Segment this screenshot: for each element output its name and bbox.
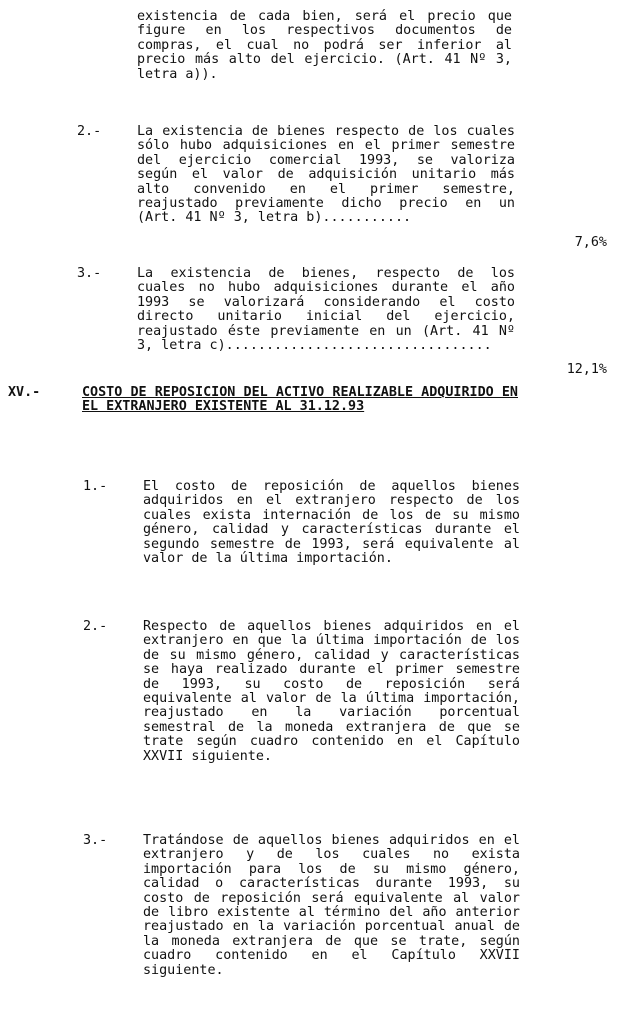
item-paragraph: Respecto de aquellos bienes adquiridos en el extranjero en que la última importación de los de su mismo género, calidad y características se haya realizado durante el primer semestre de 1993, su costo de reposición será equivalente al valor de la última importación, reajustado en la variación porcentual semestral de la moneda extranjera de que se trate según cuadro contenido en el Capítulo XXVII siguiente. (143, 619, 520, 764)
section-number: XV.- (8, 385, 41, 400)
percentage-value: 12,1% (566, 362, 607, 377)
item-paragraph: La existencia de bienes respecto de los cuales sólo hubo adquisiciones en el primer semestre del ejercicio comercial 1993, se valoriza según el valor de adquisición unitario más alto convenido en el primer semestre, reajustado previamente dicho precio en un (Art. 41 Nº 3, letra b)........... (137, 124, 515, 226)
section-title: COSTO DE REPOSICION DEL ACTIVO REALIZABLE ADQUIRIDO EN EL EXTRANJERO EXISTENTE AL 31.12.93 (82, 385, 518, 415)
intro-paragraph: existencia de cada bien, será el precio que figure en los respectivos documentos de compras, el cual no podrá ser inferior al precio más alto del ejercicio. (Art. 41 Nº 3, letra a)). (137, 9, 512, 82)
item-number: 1.- (83, 479, 108, 494)
item-number: 3.- (83, 833, 108, 848)
item-number: 2.- (83, 619, 108, 634)
item-number: 3.- (77, 266, 102, 281)
item-paragraph: La existencia de bienes, respecto de los cuales no hubo adquisiciones durante el año 1993 se valorizará considerando el costo directo unitario inicial del ejercicio, reajustado éste previamente en un (Art. 41 Nº 3, letra c)................................. (137, 266, 515, 354)
item-paragraph: Tratándose de aquellos bienes adquiridos en el extranjero y de los cuales no exista importación para los de su mismo género, calidad o características durante 1993, su costo de reposición será equivalente al valor de libro existente al término del año anterior reajustado en la variación porcentual anual de la moneda extranjera de que se trate, según cuadro contenido en el Capítulo XXVII siguiente. (143, 833, 520, 978)
item-paragraph: El costo de reposición de aquellos bienes adquiridos en el extranjero respecto de los cuales exista internación de los de su mismo género, calidad y características durante el segundo semestre de 1993, será equivalente al valor de la última importación. (143, 479, 520, 567)
item-number: 2.- (77, 124, 102, 139)
percentage-value: 7,6% (574, 235, 607, 250)
